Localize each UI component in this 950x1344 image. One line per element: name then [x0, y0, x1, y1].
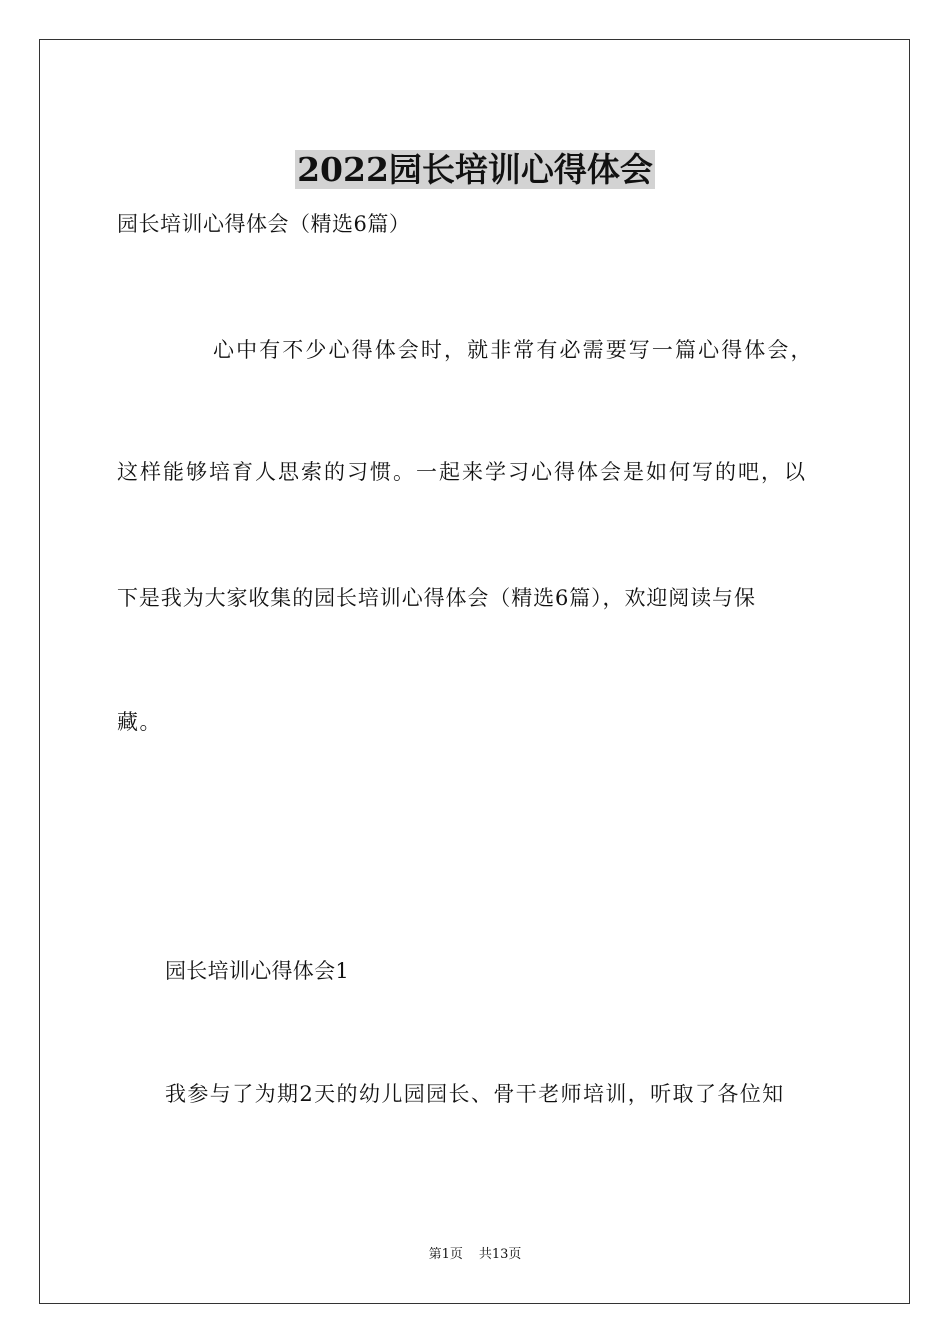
intro-line-4: 藏。: [117, 710, 162, 734]
page-footer: [0, 1246, 950, 1264]
document-title: [0, 148, 950, 192]
section-heading: 园长培训心得体会1: [165, 959, 350, 983]
intro-line-3: 下是我为大家收集的园长培训心得体会（精选6篇），欢迎阅读与保: [117, 586, 756, 610]
document-subtitle: 园长培训心得体会（精选6篇）: [117, 212, 411, 236]
section-line-1: 我参与了为期2天的幼儿园园长、骨干老师培训，听取了各位知: [165, 1082, 785, 1106]
page-total: 共13页: [478, 1247, 522, 1262]
intro-line-1: 心中有不少心得体会时，就非常有必需要写一篇心得体会，: [213, 338, 814, 362]
page-number: 第1页: [428, 1247, 463, 1262]
document-title-text: 2022园长培训心得体会: [297, 150, 653, 190]
intro-line-2: 这样能够培育人思索的习惯。一起来学习心得体会是如何写的吧，以: [117, 460, 807, 484]
